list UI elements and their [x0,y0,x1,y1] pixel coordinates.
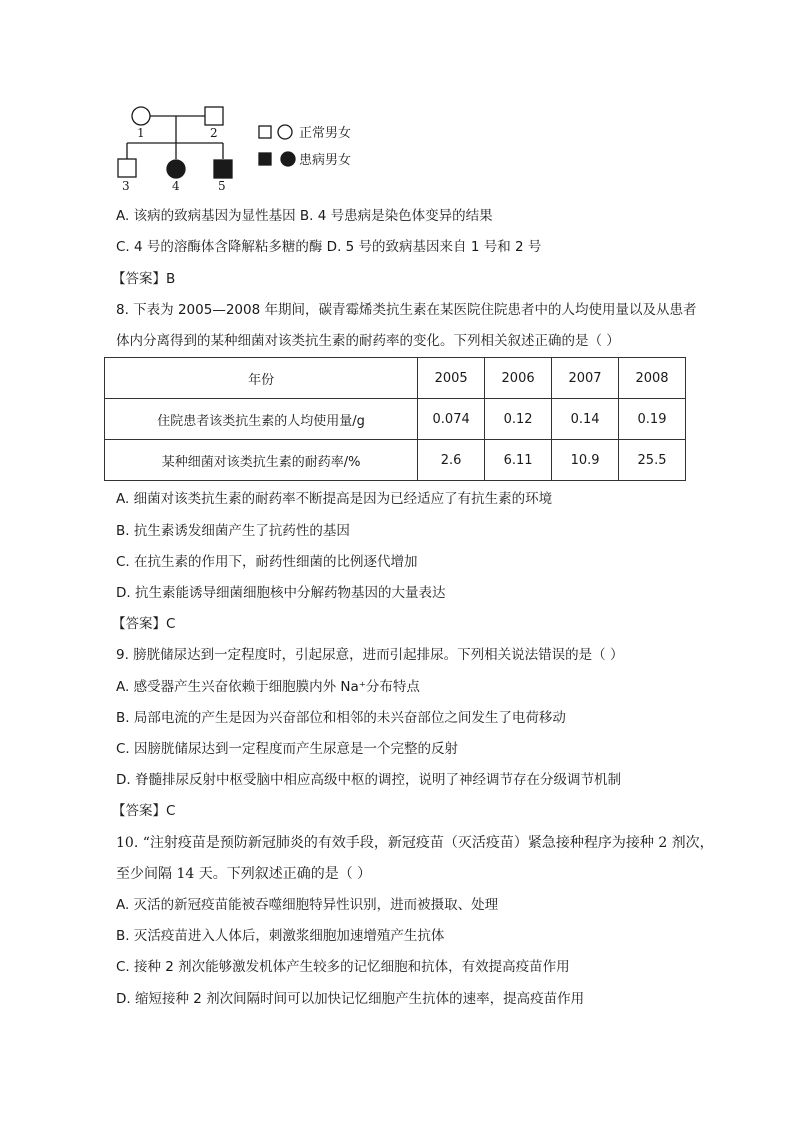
pedigree-label-5: 5 [218,179,226,193]
answer-value: C [166,803,176,819]
q9-stem: 9. 膀胱储尿达到一定程度时，引起尿意，进而引起排尿。下列相关说法错误的是（ ） [116,647,624,663]
legend-affected-label: 患病男女 [299,153,352,168]
q10-option-b: B. 灭活疫苗进入人体后，刺激浆细胞加速增殖产生抗体 [116,928,445,944]
legend-affected-male-icon [259,153,271,165]
q9-option-d: D. 脊髓排尿反射中枢受脑中相应高级中枢的调控，说明了神经调节存在分级调节机制 [116,772,621,788]
table-cell: 10.9 [552,440,619,481]
table-cell: 6.11 [485,440,552,481]
q10-option-d: D. 缩短接种 2 剂次间隔时间可以加快记忆细胞产生抗体的速率，提高疫苗作用 [116,991,585,1007]
q8-stem-line2: 体内分离得到的某种细菌对该类抗生素的耐药率的变化。下列相关叙述正确的是（ ） [116,333,620,349]
table-cell: 25.5 [619,440,686,481]
q7-options-line1: A. 该病的致病基因为显性基因 B. 4 号患病是染色体变异的结果 [116,208,493,224]
q7-options-line2: C. 4 号的溶酶体含降解粘多糖的酶 D. 5 号的致病基因来自 1 号和 2 号 [116,239,542,255]
pedigree-diagram [112,96,382,200]
q10-option-c: C. 接种 2 剂次能够激发机体产生较多的记忆细胞和抗体，有效提高疫苗作用 [116,959,570,975]
pedigree-male-2 [205,107,223,125]
q9-answer [112,802,175,820]
pedigree-female-4 [167,160,185,178]
table-cell: 2.6 [418,440,485,481]
q8-option-b: B. 抗生素诱发细菌产生了抗药性的基因 [116,523,350,539]
table-cell: 0.074 [418,399,485,440]
pedigree-label-4: 4 [172,179,180,193]
legend-normal-male-icon [259,126,271,138]
legend-normal-label: 正常男女 [299,126,352,141]
table-header-cell: 2005 [418,358,485,399]
q9-option-c: C. 因膀胱储尿达到一定程度而产生尿意是一个完整的反射 [116,741,459,757]
q8-option-c: C. 在抗生素的作用下，耐药性细菌的比例逐代增加 [116,554,418,570]
table-cell: 某种细菌对该类抗生素的耐药率/% [105,440,418,481]
q10-stem-line2: 至少间隔 14 天。下列叙述正确的是（ ） [116,866,372,882]
legend-affected-female-icon [281,152,295,166]
q8-answer [112,615,175,633]
answer-value: B [166,271,176,287]
q8-option-a: A. 细菌对该类抗生素的耐药率不断提高是因为已经适应了有抗生素的环境 [116,491,553,507]
pedigree-male-5 [214,160,232,178]
answer-tag: 【答案】 [112,803,166,819]
answer-value: C [166,616,176,632]
answer-tag: 【答案】 [112,616,166,632]
table-row [105,440,686,481]
table-cell: 0.12 [485,399,552,440]
q8-data-table [104,357,686,481]
table-cell: 0.14 [552,399,619,440]
q10-option-a: A. 灭活的新冠疫苗能被吞噬细胞特异性识别，进而被摄取、处理 [116,897,499,913]
pedigree-female-1 [132,107,150,125]
answer-tag: 【答案】 [112,271,166,287]
q9-option-b: B. 局部电流的产生是因为兴奋部位和相邻的未兴奋部位之间发生了电荷移动 [116,710,566,726]
pedigree-label-1: 1 [137,126,145,140]
q8-stem-line1: 8. 下表为 2005—2008 年期间，碳青霉烯类抗生素在某医院住院患者中的人均使用量以及从患者 [116,302,697,318]
table-header-row [105,358,686,399]
pedigree-label-2: 2 [210,126,218,140]
table-cell: 0.19 [619,399,686,440]
q9-option-a: A. 感受器产生兴奋依赖于细胞膜内外 Na⁺分布特点 [116,679,420,695]
table-cell: 住院患者该类抗生素的人均使用量/g [105,399,418,440]
table-header-cell: 2006 [485,358,552,399]
q8-option-d: D. 抗生素能诱导细菌细胞核中分解药物基因的大量表达 [116,585,446,601]
legend-normal-female-icon [278,125,292,139]
q7-answer [112,270,175,288]
pedigree-label-3: 3 [122,179,130,193]
table-header-cell: 年份 [105,358,418,399]
q10-stem-line1: 10. “注射疫苗是预防新冠肺炎的有效手段，新冠疫苗（灭活疫苗）紧急接种程序为接种 2 剂次， [116,835,714,851]
table-header-cell: 2008 [619,358,686,399]
pedigree-male-3 [118,159,136,177]
table-header-cell: 2007 [552,358,619,399]
table-row [105,399,686,440]
